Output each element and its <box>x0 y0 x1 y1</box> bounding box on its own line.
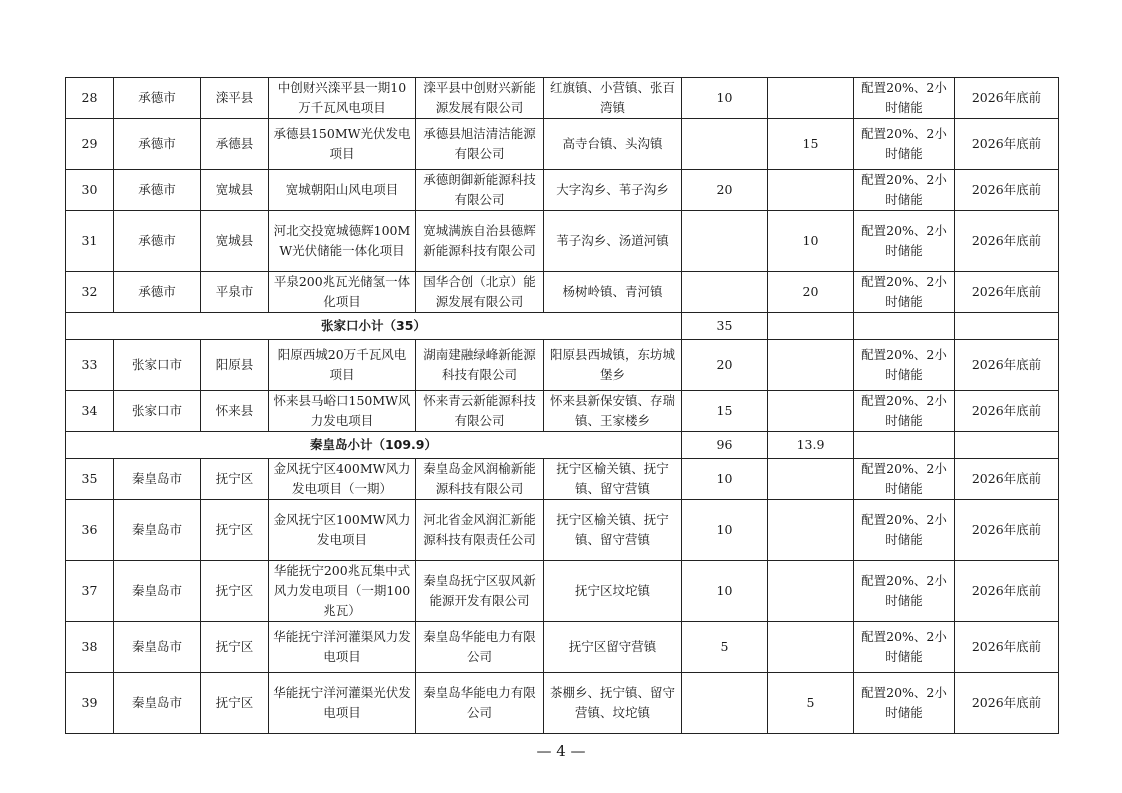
location-cell: 抚宁区榆关镇、抚宁镇、留守营镇 <box>544 459 682 500</box>
wind-capacity-cell <box>682 272 768 313</box>
completion-time-cell: 2026年底前 <box>955 622 1059 673</box>
project-name-cell: 华能抚宁200兆瓦集中式风力发电项目（一期100兆瓦） <box>269 561 416 622</box>
storage-requirement-cell: 配置20%、2小时储能 <box>854 391 955 432</box>
city-cell: 秦皇岛市 <box>114 673 201 734</box>
storage-requirement-cell: 配置20%、2小时储能 <box>854 561 955 622</box>
storage-requirement-cell: 配置20%、2小时储能 <box>854 673 955 734</box>
table-row <box>66 170 1059 211</box>
location-cell: 抚宁区留守营镇 <box>544 622 682 673</box>
wind-capacity-cell <box>682 119 768 170</box>
subtotal-wind-cell: 96 <box>682 432 768 459</box>
project-name-cell: 怀来县马峪口150MW风力发电项目 <box>269 391 416 432</box>
subtotal-empty-cell <box>955 432 1059 459</box>
storage-requirement-cell: 配置20%、2小时储能 <box>854 119 955 170</box>
company-cell: 滦平县中创财兴新能源发展有限公司 <box>416 78 544 119</box>
row-number: 34 <box>66 391 114 432</box>
wind-capacity-cell: 15 <box>682 391 768 432</box>
completion-time-cell: 2026年底前 <box>955 459 1059 500</box>
completion-time-cell: 2026年底前 <box>955 272 1059 313</box>
solar-capacity-cell: 10 <box>768 211 854 272</box>
storage-requirement-cell: 配置20%、2小时储能 <box>854 78 955 119</box>
completion-time-cell: 2026年底前 <box>955 500 1059 561</box>
company-cell: 怀来青云新能源科技有限公司 <box>416 391 544 432</box>
wind-capacity-cell: 5 <box>682 622 768 673</box>
county-cell: 宽城县 <box>201 211 269 272</box>
storage-requirement-cell: 配置20%、2小时储能 <box>854 459 955 500</box>
subtotal-empty-cell <box>854 313 955 340</box>
city-cell: 秦皇岛市 <box>114 459 201 500</box>
subtotal-empty-cell <box>854 432 955 459</box>
city-cell: 秦皇岛市 <box>114 622 201 673</box>
subtotal-row <box>66 313 1059 340</box>
project-name-cell: 华能抚宁洋河灌渠光伏发电项目 <box>269 673 416 734</box>
company-cell: 湖南建融绿峰新能源科技有限公司 <box>416 340 544 391</box>
row-number: 30 <box>66 170 114 211</box>
table-row <box>66 459 1059 500</box>
company-cell: 秦皇岛抚宁区驭风新能源开发有限公司 <box>416 561 544 622</box>
table-row <box>66 119 1059 170</box>
row-number: 38 <box>66 622 114 673</box>
location-cell: 阳原县西城镇，东坊城堡乡 <box>544 340 682 391</box>
table-row <box>66 673 1059 734</box>
location-cell: 红旗镇、小营镇、张百湾镇 <box>544 78 682 119</box>
county-cell: 抚宁区 <box>201 673 269 734</box>
project-table <box>65 77 1059 734</box>
table-row <box>66 78 1059 119</box>
city-cell: 秦皇岛市 <box>114 561 201 622</box>
location-cell: 苇子沟乡、汤道河镇 <box>544 211 682 272</box>
row-number: 36 <box>66 500 114 561</box>
table-row <box>66 340 1059 391</box>
wind-capacity-cell: 10 <box>682 78 768 119</box>
subtotal-solar-cell <box>768 313 854 340</box>
company-cell: 国华合创（北京）能源发展有限公司 <box>416 272 544 313</box>
table-row <box>66 622 1059 673</box>
completion-time-cell: 2026年底前 <box>955 340 1059 391</box>
page-number: — 4 — <box>536 742 586 760</box>
company-cell: 秦皇岛华能电力有限公司 <box>416 673 544 734</box>
storage-requirement-cell: 配置20%、2小时储能 <box>854 170 955 211</box>
subtotal-label: 秦皇岛小计（109.9） <box>66 432 682 459</box>
wind-capacity-cell: 20 <box>682 170 768 211</box>
county-cell: 抚宁区 <box>201 500 269 561</box>
solar-capacity-cell <box>768 622 854 673</box>
location-cell: 茶棚乡、抚宁镇、留守营镇、坟坨镇 <box>544 673 682 734</box>
company-cell: 承德县旭洁清洁能源有限公司 <box>416 119 544 170</box>
project-name-cell: 中创财兴滦平县一期10万千瓦风电项目 <box>269 78 416 119</box>
row-number: 32 <box>66 272 114 313</box>
subtotal-row <box>66 432 1059 459</box>
project-name-cell: 宽城朝阳山风电项目 <box>269 170 416 211</box>
table-row <box>66 272 1059 313</box>
project-name-cell: 平泉200兆瓦光储氢一体化项目 <box>269 272 416 313</box>
table-row <box>66 500 1059 561</box>
city-cell: 承德市 <box>114 170 201 211</box>
wind-capacity-cell: 10 <box>682 500 768 561</box>
county-cell: 阳原县 <box>201 340 269 391</box>
location-cell: 抚宁区榆关镇、抚宁镇、留守营镇 <box>544 500 682 561</box>
subtotal-empty-cell <box>955 313 1059 340</box>
table-row <box>66 391 1059 432</box>
row-number: 37 <box>66 561 114 622</box>
solar-capacity-cell <box>768 500 854 561</box>
subtotal-label: 张家口小计（35） <box>66 313 682 340</box>
project-name-cell: 金风抚宁区400MW风力发电项目（一期） <box>269 459 416 500</box>
table-body <box>66 78 1059 734</box>
location-cell: 高寺台镇、头沟镇 <box>544 119 682 170</box>
company-cell: 河北省金风润汇新能源科技有限责任公司 <box>416 500 544 561</box>
county-cell: 抚宁区 <box>201 622 269 673</box>
county-cell: 抚宁区 <box>201 459 269 500</box>
city-cell: 承德市 <box>114 119 201 170</box>
city-cell: 张家口市 <box>114 340 201 391</box>
solar-capacity-cell <box>768 340 854 391</box>
completion-time-cell: 2026年底前 <box>955 211 1059 272</box>
location-cell: 怀来县新保安镇、存瑞镇、王家楼乡 <box>544 391 682 432</box>
county-cell: 宽城县 <box>201 170 269 211</box>
solar-capacity-cell <box>768 459 854 500</box>
project-name-cell: 河北交投宽城德辉100MW光伏储能一体化项目 <box>269 211 416 272</box>
completion-time-cell: 2026年底前 <box>955 78 1059 119</box>
county-cell: 平泉市 <box>201 272 269 313</box>
completion-time-cell: 2026年底前 <box>955 561 1059 622</box>
project-name-cell: 华能抚宁洋河灌渠风力发电项目 <box>269 622 416 673</box>
wind-capacity-cell: 10 <box>682 561 768 622</box>
table-row <box>66 211 1059 272</box>
project-name-cell: 金风抚宁区100MW风力发电项目 <box>269 500 416 561</box>
city-cell: 秦皇岛市 <box>114 500 201 561</box>
location-cell: 抚宁区坟坨镇 <box>544 561 682 622</box>
completion-time-cell: 2026年底前 <box>955 673 1059 734</box>
completion-time-cell: 2026年底前 <box>955 119 1059 170</box>
storage-requirement-cell: 配置20%、2小时储能 <box>854 340 955 391</box>
company-cell: 秦皇岛华能电力有限公司 <box>416 622 544 673</box>
completion-time-cell: 2026年底前 <box>955 170 1059 211</box>
solar-capacity-cell <box>768 561 854 622</box>
solar-capacity-cell: 5 <box>768 673 854 734</box>
city-cell: 承德市 <box>114 211 201 272</box>
county-cell: 承德县 <box>201 119 269 170</box>
county-cell: 抚宁区 <box>201 561 269 622</box>
storage-requirement-cell: 配置20%、2小时储能 <box>854 211 955 272</box>
row-number: 29 <box>66 119 114 170</box>
row-number: 28 <box>66 78 114 119</box>
county-cell: 滦平县 <box>201 78 269 119</box>
storage-requirement-cell: 配置20%、2小时储能 <box>854 622 955 673</box>
row-number: 39 <box>66 673 114 734</box>
wind-capacity-cell: 10 <box>682 459 768 500</box>
row-number: 31 <box>66 211 114 272</box>
city-cell: 承德市 <box>114 78 201 119</box>
location-cell: 杨树岭镇、青河镇 <box>544 272 682 313</box>
wind-capacity-cell: 20 <box>682 340 768 391</box>
solar-capacity-cell <box>768 391 854 432</box>
location-cell: 大字沟乡、苇子沟乡 <box>544 170 682 211</box>
solar-capacity-cell <box>768 170 854 211</box>
company-cell: 秦皇岛金风润榆新能源科技有限公司 <box>416 459 544 500</box>
subtotal-solar-cell: 13.9 <box>768 432 854 459</box>
solar-capacity-cell: 20 <box>768 272 854 313</box>
row-number: 35 <box>66 459 114 500</box>
city-cell: 张家口市 <box>114 391 201 432</box>
subtotal-wind-cell: 35 <box>682 313 768 340</box>
storage-requirement-cell: 配置20%、2小时储能 <box>854 272 955 313</box>
project-name-cell: 承德县150MW光伏发电项目 <box>269 119 416 170</box>
row-number: 33 <box>66 340 114 391</box>
project-name-cell: 阳原西城20万千瓦风电项目 <box>269 340 416 391</box>
wind-capacity-cell <box>682 673 768 734</box>
storage-requirement-cell: 配置20%、2小时储能 <box>854 500 955 561</box>
completion-time-cell: 2026年底前 <box>955 391 1059 432</box>
solar-capacity-cell: 15 <box>768 119 854 170</box>
company-cell: 宽城满族自治县德辉新能源科技有限公司 <box>416 211 544 272</box>
city-cell: 承德市 <box>114 272 201 313</box>
county-cell: 怀来县 <box>201 391 269 432</box>
table-row <box>66 561 1059 622</box>
wind-capacity-cell <box>682 211 768 272</box>
company-cell: 承德朗御新能源科技有限公司 <box>416 170 544 211</box>
solar-capacity-cell <box>768 78 854 119</box>
